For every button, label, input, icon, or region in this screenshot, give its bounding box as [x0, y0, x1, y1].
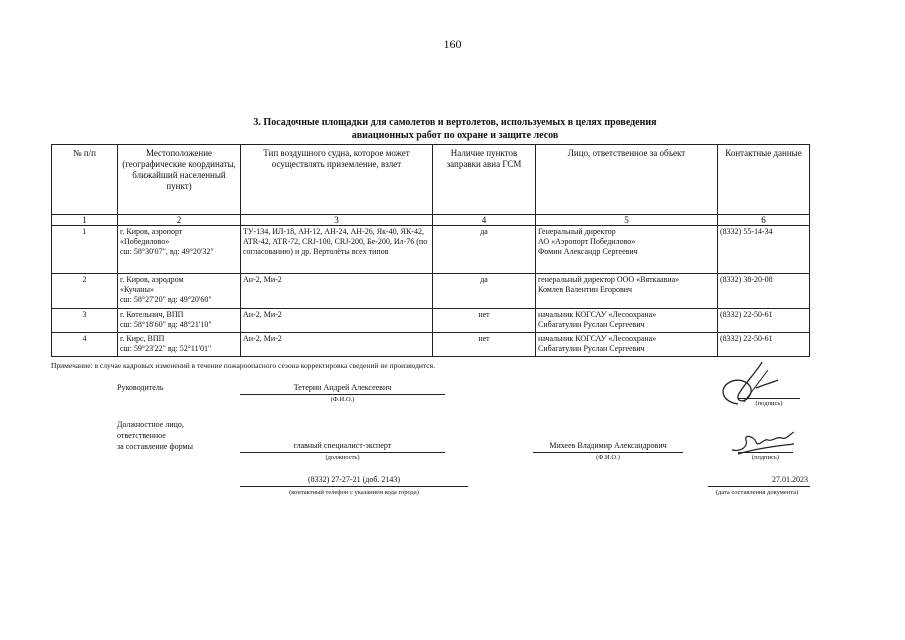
person-line: генеральный директор ООО «Вяткаавиа»	[538, 275, 680, 284]
responsible-label	[117, 419, 193, 452]
row-location	[118, 309, 241, 333]
person-line: Сибагатулин Руслан Сергеевич	[538, 344, 645, 353]
row-aircraft: Ан-2, Ми-2	[241, 333, 433, 357]
person-line: начальник КОГСАУ «Лесоохрана»	[538, 334, 657, 343]
row-contact: (8332) 55-14-34	[718, 226, 810, 274]
document-date: 27.01.2023	[772, 475, 808, 484]
col-number: 6	[718, 215, 810, 226]
page-number: 160	[443, 37, 462, 51]
table-note: Примечание: в случае кадровых изменений в течение пожароопасного сезона корректировка сведений не производится.	[51, 361, 435, 370]
section-title-line-2: авиационных работ по охране и защите лесов	[351, 130, 559, 141]
head-signature-caption: (подпись)	[755, 400, 783, 407]
person-line: Сибагатулин Руслан Сергеевич	[538, 320, 645, 329]
location-line: г. Кирс, ВПП	[120, 334, 165, 343]
location-line: сш: 58°27'20" вд: 49°20'60"	[120, 295, 212, 304]
landing-sites-table	[51, 144, 810, 357]
row-aircraft: ТУ-134, ИЛ-18, АН-12, АН-24, АН-26, Як-40, ЯК-42, ATR-42, ATR-72, CRJ-100, CRJ-200, Бе-200, Ил-76 (по согласованию) и др. Вертолёты всех типов	[241, 226, 433, 274]
row-num: 3	[52, 309, 118, 333]
header-contact: Контактные данные	[718, 145, 810, 215]
row-fuel: да	[433, 274, 536, 309]
head-signature-line	[738, 398, 800, 399]
table-row	[52, 226, 810, 274]
header-person: Лицо, ответственное за объект	[536, 145, 718, 215]
location-line: «Победилово»	[120, 237, 170, 246]
row-fuel: да	[433, 226, 536, 274]
col-number: 1	[52, 215, 118, 226]
responsible-label-line: за составление формы	[117, 442, 193, 451]
header-location: Местоположение (географические координаты, ближайший населенный пункт)	[118, 145, 241, 215]
location-line: «Кучаны»	[120, 285, 154, 294]
row-person	[536, 309, 718, 333]
responsible-name-line	[533, 452, 683, 453]
location-line: сш: 58°30'07", вд: 49°20'32"	[120, 247, 214, 256]
location-line: г. Киров, аэропорт	[120, 227, 183, 236]
location-line: г. Киров, аэродром	[120, 275, 184, 284]
responsible-name: Михеев Владимир Александрович	[549, 441, 667, 450]
row-location	[118, 333, 241, 357]
responsible-signature-caption: (подпись)	[752, 454, 779, 461]
phone-line	[240, 486, 468, 487]
row-location	[118, 274, 241, 309]
row-aircraft: Ан-2, Ми-2	[241, 309, 433, 333]
person-line: Комлев Валентин Егорович	[538, 285, 633, 294]
row-contact: (8332) 38-20-08	[718, 274, 810, 309]
responsible-signature-line	[738, 452, 793, 453]
location-line: сш: 58°18'60" вд: 48°21'10"	[120, 320, 212, 329]
person-line: АО «Аэропорт Победилово»	[538, 237, 636, 246]
location-line: г. Котельнич, ВПП	[120, 310, 184, 319]
header-aircraft: Тип воздушного судна, которое может осуществлять приземление, взлет	[241, 145, 433, 215]
section-title	[120, 116, 790, 142]
responsible-label-line: ответственное	[117, 431, 166, 440]
date-caption: (дата составления документа)	[715, 489, 799, 496]
row-num: 4	[52, 333, 118, 357]
table-row	[52, 309, 810, 333]
responsible-label-line: Должностное лицо,	[117, 420, 184, 429]
row-person	[536, 333, 718, 357]
table-header-row	[52, 145, 810, 215]
col-number: 3	[241, 215, 433, 226]
person-line: начальник КОГСАУ «Лесоохрана»	[538, 310, 657, 319]
head-fio-caption: (Ф.И.О.)	[330, 396, 355, 403]
row-person	[536, 226, 718, 274]
position-line	[240, 452, 445, 453]
person-line: Генеральный директор	[538, 227, 616, 236]
row-contact: (8332) 22-50-61	[718, 309, 810, 333]
col-number: 2	[118, 215, 241, 226]
table-row	[52, 333, 810, 357]
person-line: Фомин Александр Сергеевич	[538, 247, 638, 256]
head-label: Руководитель	[117, 383, 164, 392]
row-contact: (8332) 22-50-61	[718, 333, 810, 357]
date-line	[708, 486, 810, 487]
section-title-line-1: 3. Посадочные площадки для самолетов и вертолетов, используемых в целях проведения	[253, 117, 657, 128]
table-row	[52, 274, 810, 309]
row-fuel: нет	[433, 333, 536, 357]
row-location	[118, 226, 241, 274]
position-caption: (должность)	[325, 454, 360, 461]
row-person	[536, 274, 718, 309]
responsible-position: главный специалист-эксперт	[293, 441, 392, 450]
column-number-row	[52, 215, 810, 226]
col-number: 4	[433, 215, 536, 226]
head-name-line	[240, 394, 445, 395]
row-num: 2	[52, 274, 118, 309]
responsible-fio-caption: (Ф.И.О.)	[596, 454, 620, 461]
header-fuel: Наличие пунктов заправки авиа ГСМ	[433, 145, 536, 215]
row-fuel: нет	[433, 309, 536, 333]
head-name: Тетерин Андрей Алексеевич	[293, 383, 392, 392]
row-aircraft: Ан-2, Ми-2	[241, 274, 433, 309]
col-number: 5	[536, 215, 718, 226]
header-num: № п/п	[52, 145, 118, 215]
location-line: сш: 59°23'22" вд: 52°11'01"	[120, 344, 212, 353]
phone-caption: (контактный телефон с указанием кода города)	[289, 489, 419, 496]
contact-phone: (8332) 27-27-21 (доб. 2143)	[307, 475, 401, 484]
row-num: 1	[52, 226, 118, 274]
